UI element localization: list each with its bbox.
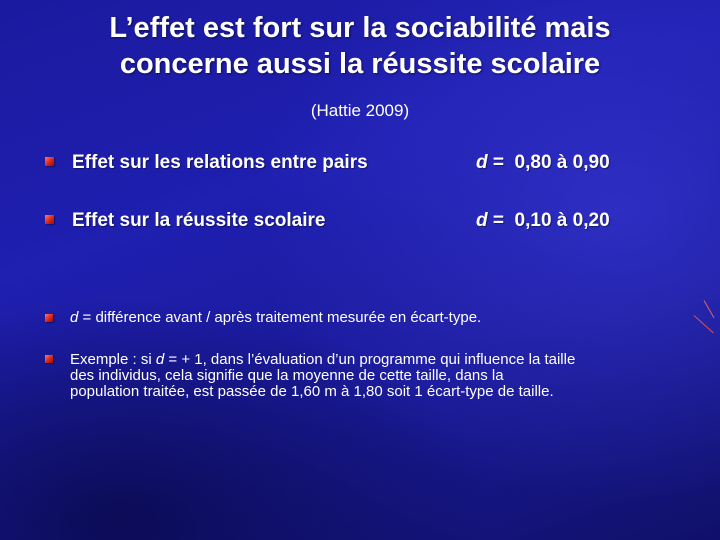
bullet-icon — [45, 314, 53, 322]
d-symbol: d — [70, 309, 79, 326]
d-symbol: d — [155, 351, 165, 368]
d-symbol: d — [476, 210, 488, 231]
title-line-2: concerne aussi la réussite scolaire — [119, 48, 601, 80]
slide-title — [0, 10, 720, 82]
example-line-1-rest: = + 1, dans l’évaluation d’un programme qui influence la taille — [164, 351, 576, 368]
decorative-line — [704, 300, 715, 318]
example-line-3: population traitée, est passée de 1,60 m à 1,80 soit 1 écart-type de taille. — [70, 383, 554, 400]
example-line-2: des individus, cela signifie que la moyenne de cette taille, dans la — [70, 367, 504, 384]
effect-range: 0,10 à 0,20 — [514, 210, 610, 231]
row-label-school: Effet sur la réussite scolaire — [72, 210, 326, 231]
row-value-pairs — [476, 152, 610, 174]
example-prefix: Exemple : si — [70, 351, 156, 368]
equals-sign: = — [487, 210, 515, 231]
effect-range: 0,80 à 0,90 — [514, 152, 610, 173]
title-line-1: L’effet est fort sur la sociabilité mais — [109, 12, 611, 44]
bullet-icon — [45, 157, 54, 166]
example-line-1 — [70, 352, 700, 368]
definition-note — [70, 310, 700, 326]
d-symbol: d — [476, 152, 488, 173]
equals-sign: = — [487, 152, 515, 173]
row-label-pairs: Effet sur les relations entre pairs — [72, 152, 368, 173]
example-note — [70, 352, 700, 400]
bullet-icon — [45, 355, 53, 363]
bullet-icon — [45, 215, 54, 224]
definition-text: = différence avant / après traitement mesurée en écart-type. — [78, 309, 482, 326]
slide-subtitle: (Hattie 2009) — [310, 101, 410, 120]
row-value-school — [476, 210, 610, 232]
